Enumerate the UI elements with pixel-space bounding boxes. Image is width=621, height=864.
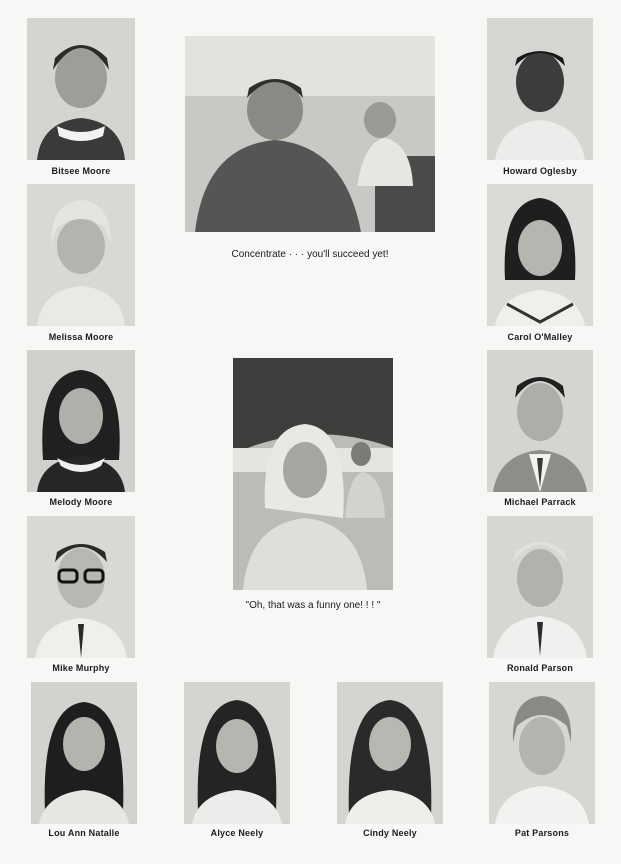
portrait-photo <box>184 682 290 824</box>
portrait-name: Cindy Neely <box>363 828 417 838</box>
portrait-photo <box>487 350 593 492</box>
portrait-photo <box>27 18 135 160</box>
portrait-name: Lou Ann Natalle <box>48 828 120 838</box>
portrait-photo <box>489 682 595 824</box>
portrait-name: Bitsee Moore <box>51 166 111 176</box>
portrait-name: Carol O'Malley <box>507 332 573 342</box>
portrait-photo <box>487 184 593 326</box>
portrait-name: Melissa Moore <box>48 332 114 342</box>
portrait-photo <box>487 18 593 160</box>
candid-photo <box>185 36 435 232</box>
portrait-photo <box>31 682 137 824</box>
portrait-name: Michael Parrack <box>504 497 576 507</box>
candid-photo <box>233 358 393 590</box>
portrait-name: Ronald Parson <box>506 663 574 673</box>
portrait-name: Mike Murphy <box>52 663 110 673</box>
portrait-photo <box>27 184 135 326</box>
portrait-name: Melody Moore <box>49 497 113 507</box>
portrait-photo <box>27 516 135 658</box>
portrait-name: Pat Parsons <box>514 828 570 838</box>
portrait-name: Howard Oglesby <box>503 166 577 176</box>
candid-caption: "Oh, that was a funny one! ! ! " <box>245 600 381 611</box>
portrait-photo <box>487 516 593 658</box>
portrait-name: Alyce Neely <box>210 828 264 838</box>
portrait-photo <box>27 350 135 492</box>
candid-caption: Concentrate · · · you'll succeed yet! <box>231 249 389 260</box>
portrait-photo <box>337 682 443 824</box>
